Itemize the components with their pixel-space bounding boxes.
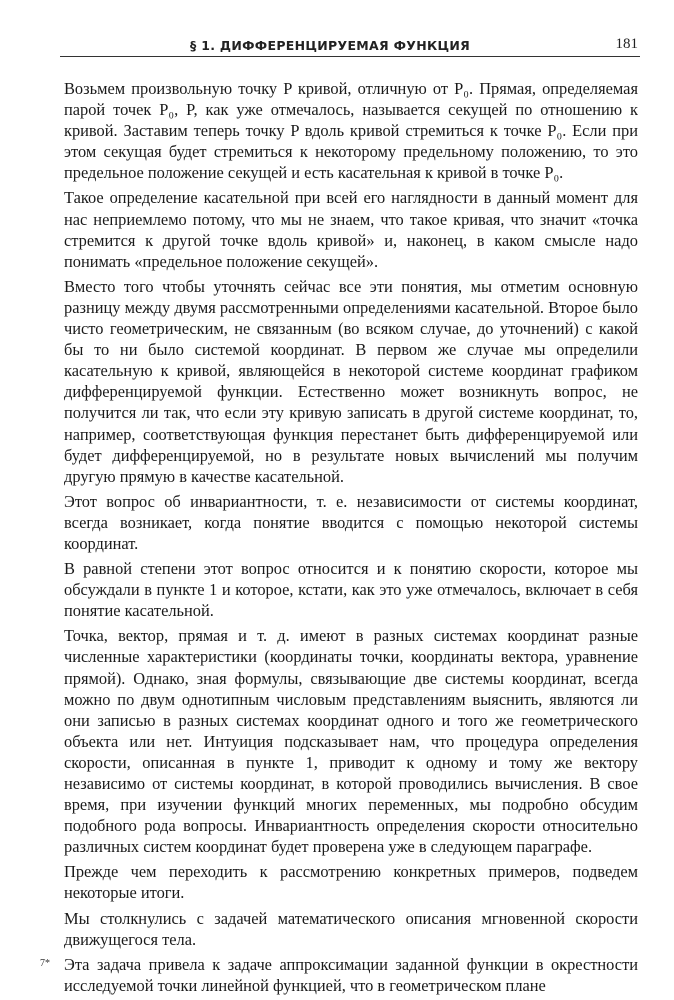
header-rule (60, 56, 640, 57)
paragraph: В равной степени этот вопрос относится и к понятию скорости, которое мы обсуждали в пункте 1 и которое, кстати, как это уже отмечалось, включает в себя понятие касательной. (64, 559, 638, 621)
section-title: § 1. ДИФФЕРЕНЦИРУЕМАЯ ФУНКЦИЯ (190, 38, 471, 53)
paragraph: Эта задача привела к задаче аппроксимации заданной функции в окрестности исследуемой точки линейной функцией, что в геометрическом плане (64, 954, 638, 995)
paragraph: Мы столкнулись с задачей математического описания мгновенной скорости движущегося тела. (64, 908, 638, 949)
paragraph: Этот вопрос об инвариантности, т. е. независимости от системы координат, всегда возникает, когда понятие вводится с помощью некоторой системы координат. (64, 491, 638, 553)
body-text (64, 78, 638, 1000)
paragraph: Прежде чем переходить к рассмотрению конкретных примеров, подведем некоторые итоги. (64, 862, 638, 903)
signature-mark: 7* (40, 958, 50, 969)
paragraph: Вместо того чтобы уточнять сейчас все эти понятия, мы отметим основную разницу между двумя рассмотренными определениями касательной. Второе было чисто геометрическим, не связанным (во всяком случае, до уточнений) с какой бы то ни было системой координат. В первом же случае мы определили касательную к кривой, являющейся в некоторой системе координат графиком дифференцируемой функции. Естественно может возникнуть вопрос, не получится ли так, что если эту кривую записать в другой системе координат, то, например, соответствующая функция перестанет быть дифференцируемой или будет дифференцируемой, но в результате новых вычислений мы получим другую прямую в качестве касательной. (64, 276, 638, 486)
paragraph: Такое определение касательной при всей его наглядности в данный момент для нас неприемлемо потому, что мы не знаем, что такое кривая, что значит «точка стремится к другой точке вдоль кривой» и, наконец, в каком смысле надо понимать «предельное положение секущей». (64, 188, 638, 271)
paragraph: Возьмем произвольную точку P кривой, отличную от P₀. Прямая, определяемая парой точек P₀, P, как уже отмечалось, называется секущей по отношению к кривой. Заставим теперь точку P вдоль кривой стремиться к точке P₀. Если при этом секущая будет стремиться к некоторому предельному положению, то это предельное положение секущей и есть касательная к кривой в точке P₀. (64, 79, 638, 183)
page-number: 181 (615, 36, 638, 52)
paragraph: Точка, вектор, прямая и т. д. имеют в разных системах координат разные численные характеристики (координаты точки, координаты вектора, уравнение прямой). Однако, зная формулы, связывающие две системы координат, всегда можно по двум однотипным числовым представлениям выяснить, являются ли они записью в разных системах координат одного и того же геометрического объекта или нет. Интуиция подсказывает нам, что процедура определения скорости, описанная в пункте 1, приводит к одному и тому же вектору независимо от системы координат, в которой проводились вычисления. В свое время, при изучении функций многих переменных, мы подробно обсудим подобного рода вопросы. Инвариантность определения скорости относительно различных систем координат будет проверена уже в следующем параграфе. (64, 626, 638, 857)
running-head (60, 34, 640, 58)
